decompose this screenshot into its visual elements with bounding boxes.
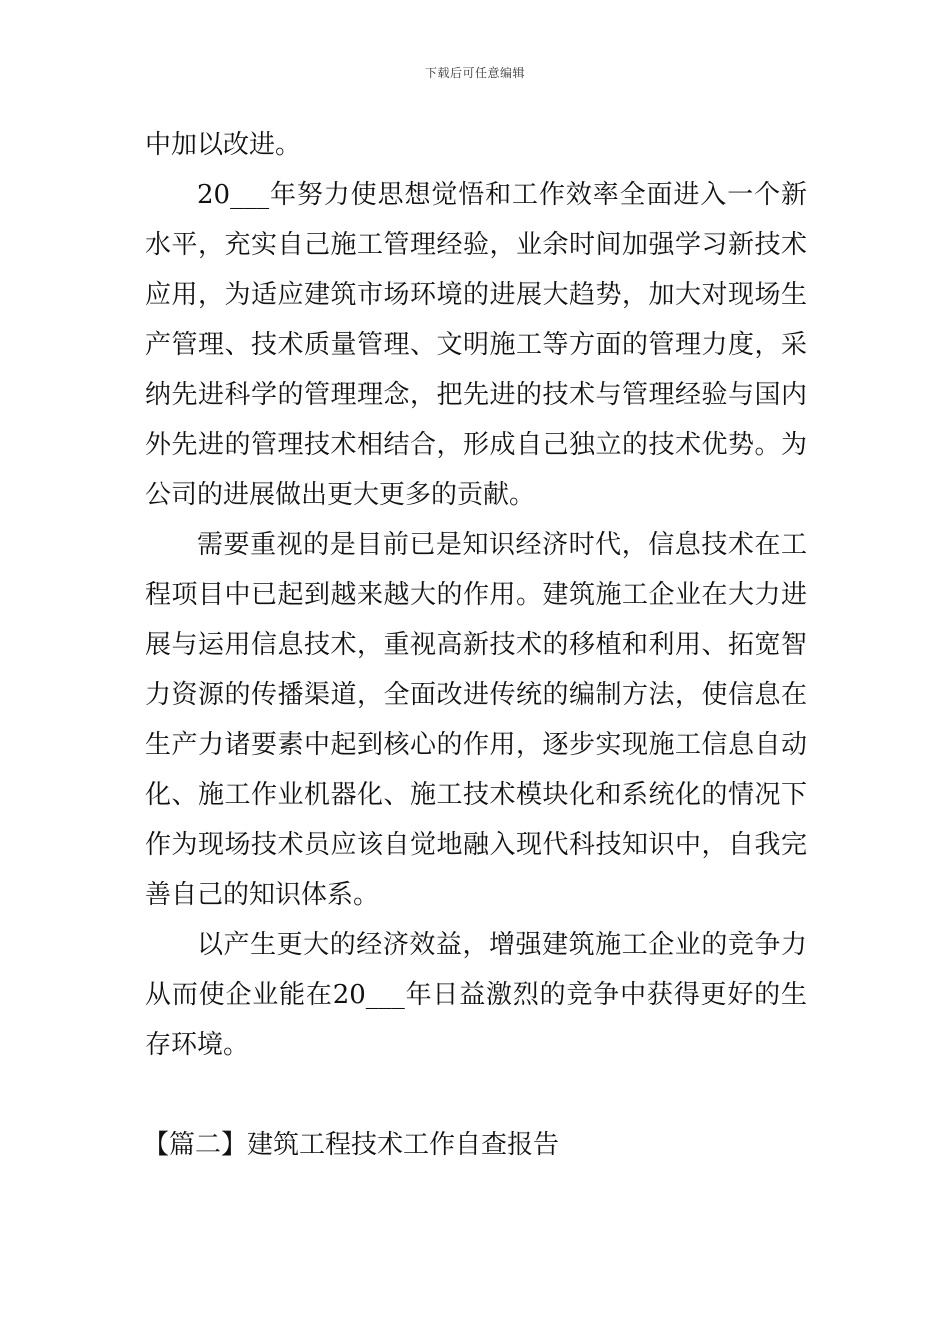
document-body bbox=[145, 120, 807, 1170]
page-header: 下载后可任意编辑 bbox=[424, 66, 525, 80]
paragraph-economic-benefit: 以产生更大的经济效益，增强建筑施工企业的竞争力从而使企业能在20___年日益激烈的竞争中获得更好的生存环境。 bbox=[145, 930, 807, 1060]
paragraph-continuation: 中加以改进。 bbox=[145, 130, 302, 160]
section-spacer bbox=[145, 1070, 807, 1120]
paragraph-work-goals: 20___年努力使思想觉悟和工作效率全面进入一个新水平，充实自己施工管理经验，业余时间加强学习新技术应用，为适应建筑市场环境的进展大趋势，加大对现场生产管理、技术质量管理、文明施工等方面的管理力度，采纳先进科学的管理理念，把先进的技术与管理经验与国内外先进的管理技术相结合，形成自己独立的技术优势。为公司的进展做出更大更多的贡献。 bbox=[145, 180, 807, 510]
section-heading: 【篇二】建筑工程技术工作自查报告 bbox=[143, 1130, 560, 1160]
paragraph-information-technology: 需要重视的是目前已是知识经济时代，信息技术在工程项目中已起到越来越大的作用。建筑施工企业在大力进展与运用信息技术，重视高新技术的移植和利用、拓宽智力资源的传播渠道，全面改进传统的编制方法，使信息在生产力诸要素中起到核心的作用，逐步实现施工信息自动化、施工作业机器化、施工技术模块化和系统化的情况下作为现场技术员应该自觉地融入现代科技知识中，自我完善自己的知识体系。 bbox=[145, 530, 807, 910]
